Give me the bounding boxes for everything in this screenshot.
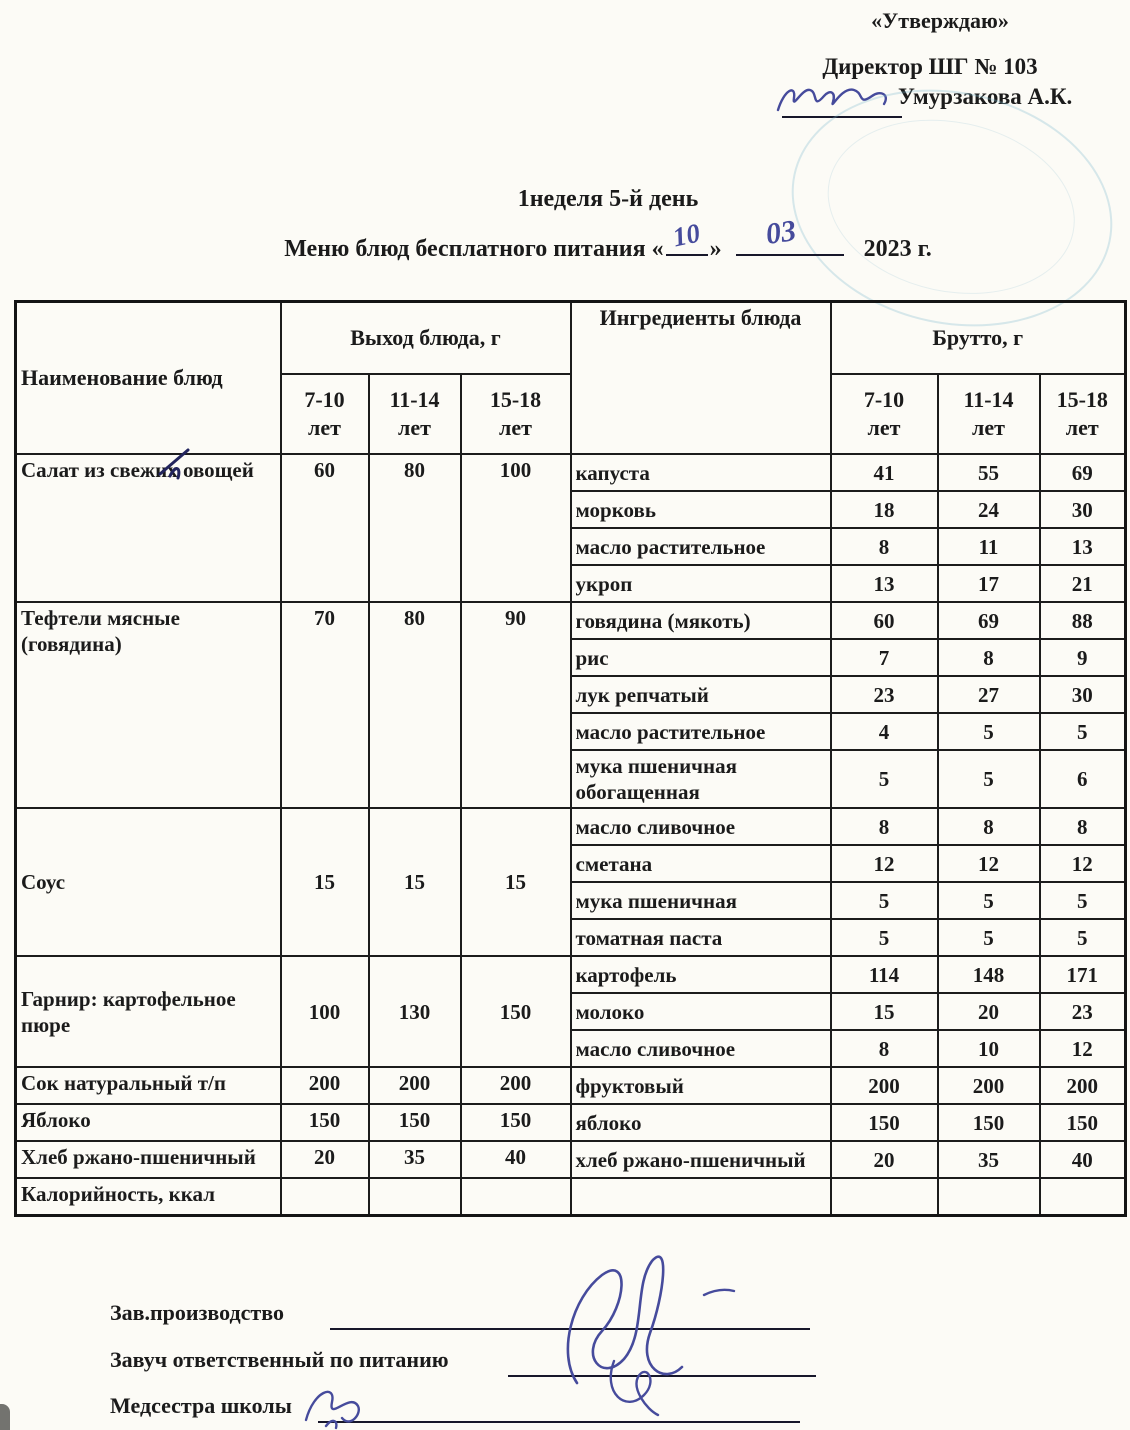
col-header-age-7-10: 7-10 лет [281,374,369,454]
director-title: Директор ШГ № 103 [822,54,1038,79]
table-row [16,808,1126,845]
gross-value-cell: 5 [831,919,938,956]
output-value-cell: 80 [369,602,461,808]
col-header-ingredients: Ингредиенты блюда [571,302,831,455]
gross-value-cell: 5 [938,713,1040,750]
output-value-cell: 60 [281,454,369,602]
ingredient-name-cell [571,1178,831,1216]
dish-name-cell: Яблоко [16,1104,281,1141]
ingredient-name-cell: картофель [571,956,831,993]
gross-value-cell: 8 [831,808,938,845]
gross-value-cell: 8 [938,639,1040,676]
gross-value-cell [1040,1178,1126,1216]
gross-value-cell: 7 [831,639,938,676]
gross-value-cell: 148 [938,956,1040,993]
date-day-blank [666,217,708,256]
menu-table [14,300,1127,1217]
open-quote: « [651,236,664,262]
gross-value-cell: 8 [938,808,1040,845]
menu-table-body [16,454,1126,1216]
gross-value-cell: 150 [831,1104,938,1141]
gross-value-cell: 41 [831,454,938,491]
gross-value-cell: 15 [831,993,938,1030]
ingredient-name-cell: морковь [571,491,831,528]
output-value-cell: 80 [369,454,461,602]
output-value-cell: 130 [369,956,461,1067]
table-row [16,956,1126,993]
approve-label: «Утверждаю» [871,8,1009,33]
gross-value-cell: 200 [831,1067,938,1104]
school-nurse-label: Медсестра школы [110,1393,292,1418]
gross-value-cell: 5 [938,919,1040,956]
gross-value-cell: 150 [938,1104,1040,1141]
menu-title-line [86,214,1130,263]
nutrition-supervisor-label: Завуч ответственный по питанию [110,1347,449,1372]
handwritten-day: 10 [669,217,703,253]
date-year: 2023 г. [863,236,932,262]
output-value-cell: 20 [281,1141,369,1178]
col-header-age-15-18: 15-18 лет [1040,374,1126,454]
gross-value-cell: 17 [938,565,1040,602]
gross-value-cell: 20 [831,1141,938,1178]
director-name: Умурзакова А.К. [898,84,1073,109]
close-quote: » [709,236,722,262]
col-header-dish-name: Наименование блюд [16,302,281,455]
output-value-cell: 15 [369,808,461,956]
ingredient-name-cell: сметана [571,845,831,882]
dish-name-cell: Гарнир: картофельное пюре [16,956,281,1067]
ingredient-name-cell: масло растительное [571,713,831,750]
output-value-cell [369,1178,461,1216]
ingredient-name-cell: говядина (мякоть) [571,602,831,639]
gross-value-cell [831,1178,938,1216]
gross-value-cell: 8 [831,528,938,565]
col-header-age-11-14: 11-14 лет [938,374,1040,454]
ingredient-name-cell: фруктовый [571,1067,831,1104]
ingredient-name-cell: томатная паста [571,919,831,956]
table-row [16,1141,1126,1178]
output-value-cell: 200 [461,1067,571,1104]
gross-value-cell [938,1178,1040,1216]
ingredient-name-cell: лук репчатый [571,676,831,713]
output-value-cell [281,1178,369,1216]
output-value-cell: 15 [281,808,369,956]
dish-name-cell: Сок натуральный т/п [16,1067,281,1104]
ingredient-name-cell: хлеб ржано-пшеничный [571,1141,831,1178]
table-row [16,1067,1126,1104]
gross-value-cell: 23 [1040,993,1126,1030]
gross-value-cell: 69 [1040,454,1126,491]
output-value-cell: 150 [461,956,571,1067]
gross-value-cell: 12 [1040,1030,1126,1067]
table-row [16,602,1126,639]
output-value-cell: 100 [281,956,369,1067]
ingredient-name-cell: укроп [571,565,831,602]
gross-value-cell: 4 [831,713,938,750]
output-value-cell: 200 [369,1067,461,1104]
gross-value-cell: 30 [1040,491,1126,528]
dish-name-cell: Калорийность, ккал [16,1178,281,1216]
output-value-cell: 15 [461,808,571,956]
output-value-cell [461,1178,571,1216]
gross-value-cell: 21 [1040,565,1126,602]
gross-value-cell: 5 [938,882,1040,919]
output-value-cell: 35 [369,1141,461,1178]
gross-value-cell: 12 [831,845,938,882]
nurse-signature-ink [298,1380,378,1430]
gross-value-cell: 5 [938,750,1040,808]
gross-value-cell: 23 [831,676,938,713]
production-manager-label: Зав.производство [110,1300,284,1325]
gross-value-cell: 13 [831,565,938,602]
ingredient-name-cell: капуста [571,454,831,491]
dish-name-cell: Тефтели мясные (говядина) [16,602,281,808]
table-row [16,1104,1126,1141]
gross-value-cell: 60 [831,602,938,639]
gross-value-cell: 114 [831,956,938,993]
gross-value-cell: 5 [1040,882,1126,919]
gross-value-cell: 55 [938,454,1040,491]
gross-value-cell: 27 [938,676,1040,713]
col-header-age-7-10: 7-10 лет [831,374,938,454]
gross-value-cell: 11 [938,528,1040,565]
gross-value-cell: 200 [1040,1067,1126,1104]
gross-value-cell: 20 [938,993,1040,1030]
ingredient-name-cell: масло растительное [571,528,831,565]
output-value-cell: 150 [461,1104,571,1141]
gross-value-cell: 69 [938,602,1040,639]
table-row [16,1178,1126,1216]
ingredient-name-cell: яблоко [571,1104,831,1141]
gross-value-cell: 5 [1040,919,1126,956]
gross-value-cell: 13 [1040,528,1126,565]
col-header-output: Выход блюда, г [281,302,571,375]
gross-value-cell: 5 [831,750,938,808]
pen-mark-ink [148,444,208,484]
gross-value-cell: 5 [1040,713,1126,750]
gross-value-cell: 30 [1040,676,1126,713]
table-header-row-1 [16,302,1126,375]
footer-signature-ink [522,1243,762,1423]
output-value-cell: 200 [281,1067,369,1104]
gross-value-cell: 24 [938,491,1040,528]
date-month-blank [736,214,844,256]
ingredient-name-cell: мука пшеничная обогащенная [571,750,831,808]
dish-name-cell: Салат из свежих овощей [16,454,281,602]
gross-value-cell: 150 [1040,1104,1126,1141]
output-value-cell: 70 [281,602,369,808]
gross-value-cell: 6 [1040,750,1126,808]
week-day-title: 1неделя 5-й день [517,186,699,212]
gross-value-cell: 12 [938,845,1040,882]
menu-title: Меню блюд бесплатного питания [284,236,646,262]
gross-value-cell: 88 [1040,602,1126,639]
output-value-cell: 150 [369,1104,461,1141]
gross-value-cell: 40 [1040,1141,1126,1178]
ingredient-name-cell: молоко [571,993,831,1030]
gross-value-cell: 10 [938,1030,1040,1067]
output-value-cell: 90 [461,602,571,808]
scan-smudge [0,1404,10,1430]
gross-value-cell: 9 [1040,639,1126,676]
handwritten-month: 03 [763,214,798,251]
col-header-age-11-14: 11-14 лет [369,374,461,454]
dish-name-cell: Хлеб ржано-пшеничный [16,1141,281,1178]
dish-name-cell: Соус [16,808,281,956]
ingredient-name-cell: масло сливочное [571,808,831,845]
gross-value-cell: 171 [1040,956,1126,993]
gross-value-cell: 12 [1040,845,1126,882]
gross-value-cell: 8 [1040,808,1126,845]
gross-value-cell: 5 [831,882,938,919]
gross-value-cell: 35 [938,1141,1040,1178]
gross-value-cell: 8 [831,1030,938,1067]
gross-value-cell: 200 [938,1067,1040,1104]
col-header-age-15-18: 15-18 лет [461,374,571,454]
ingredient-name-cell: рис [571,639,831,676]
ingredient-name-cell: мука пшеничная [571,882,831,919]
output-value-cell: 40 [461,1141,571,1178]
output-value-cell: 100 [461,454,571,602]
ingredient-name-cell: масло сливочное [571,1030,831,1067]
output-value-cell: 150 [281,1104,369,1141]
gross-value-cell: 18 [831,491,938,528]
col-header-gross: Брутто, г [831,302,1126,375]
